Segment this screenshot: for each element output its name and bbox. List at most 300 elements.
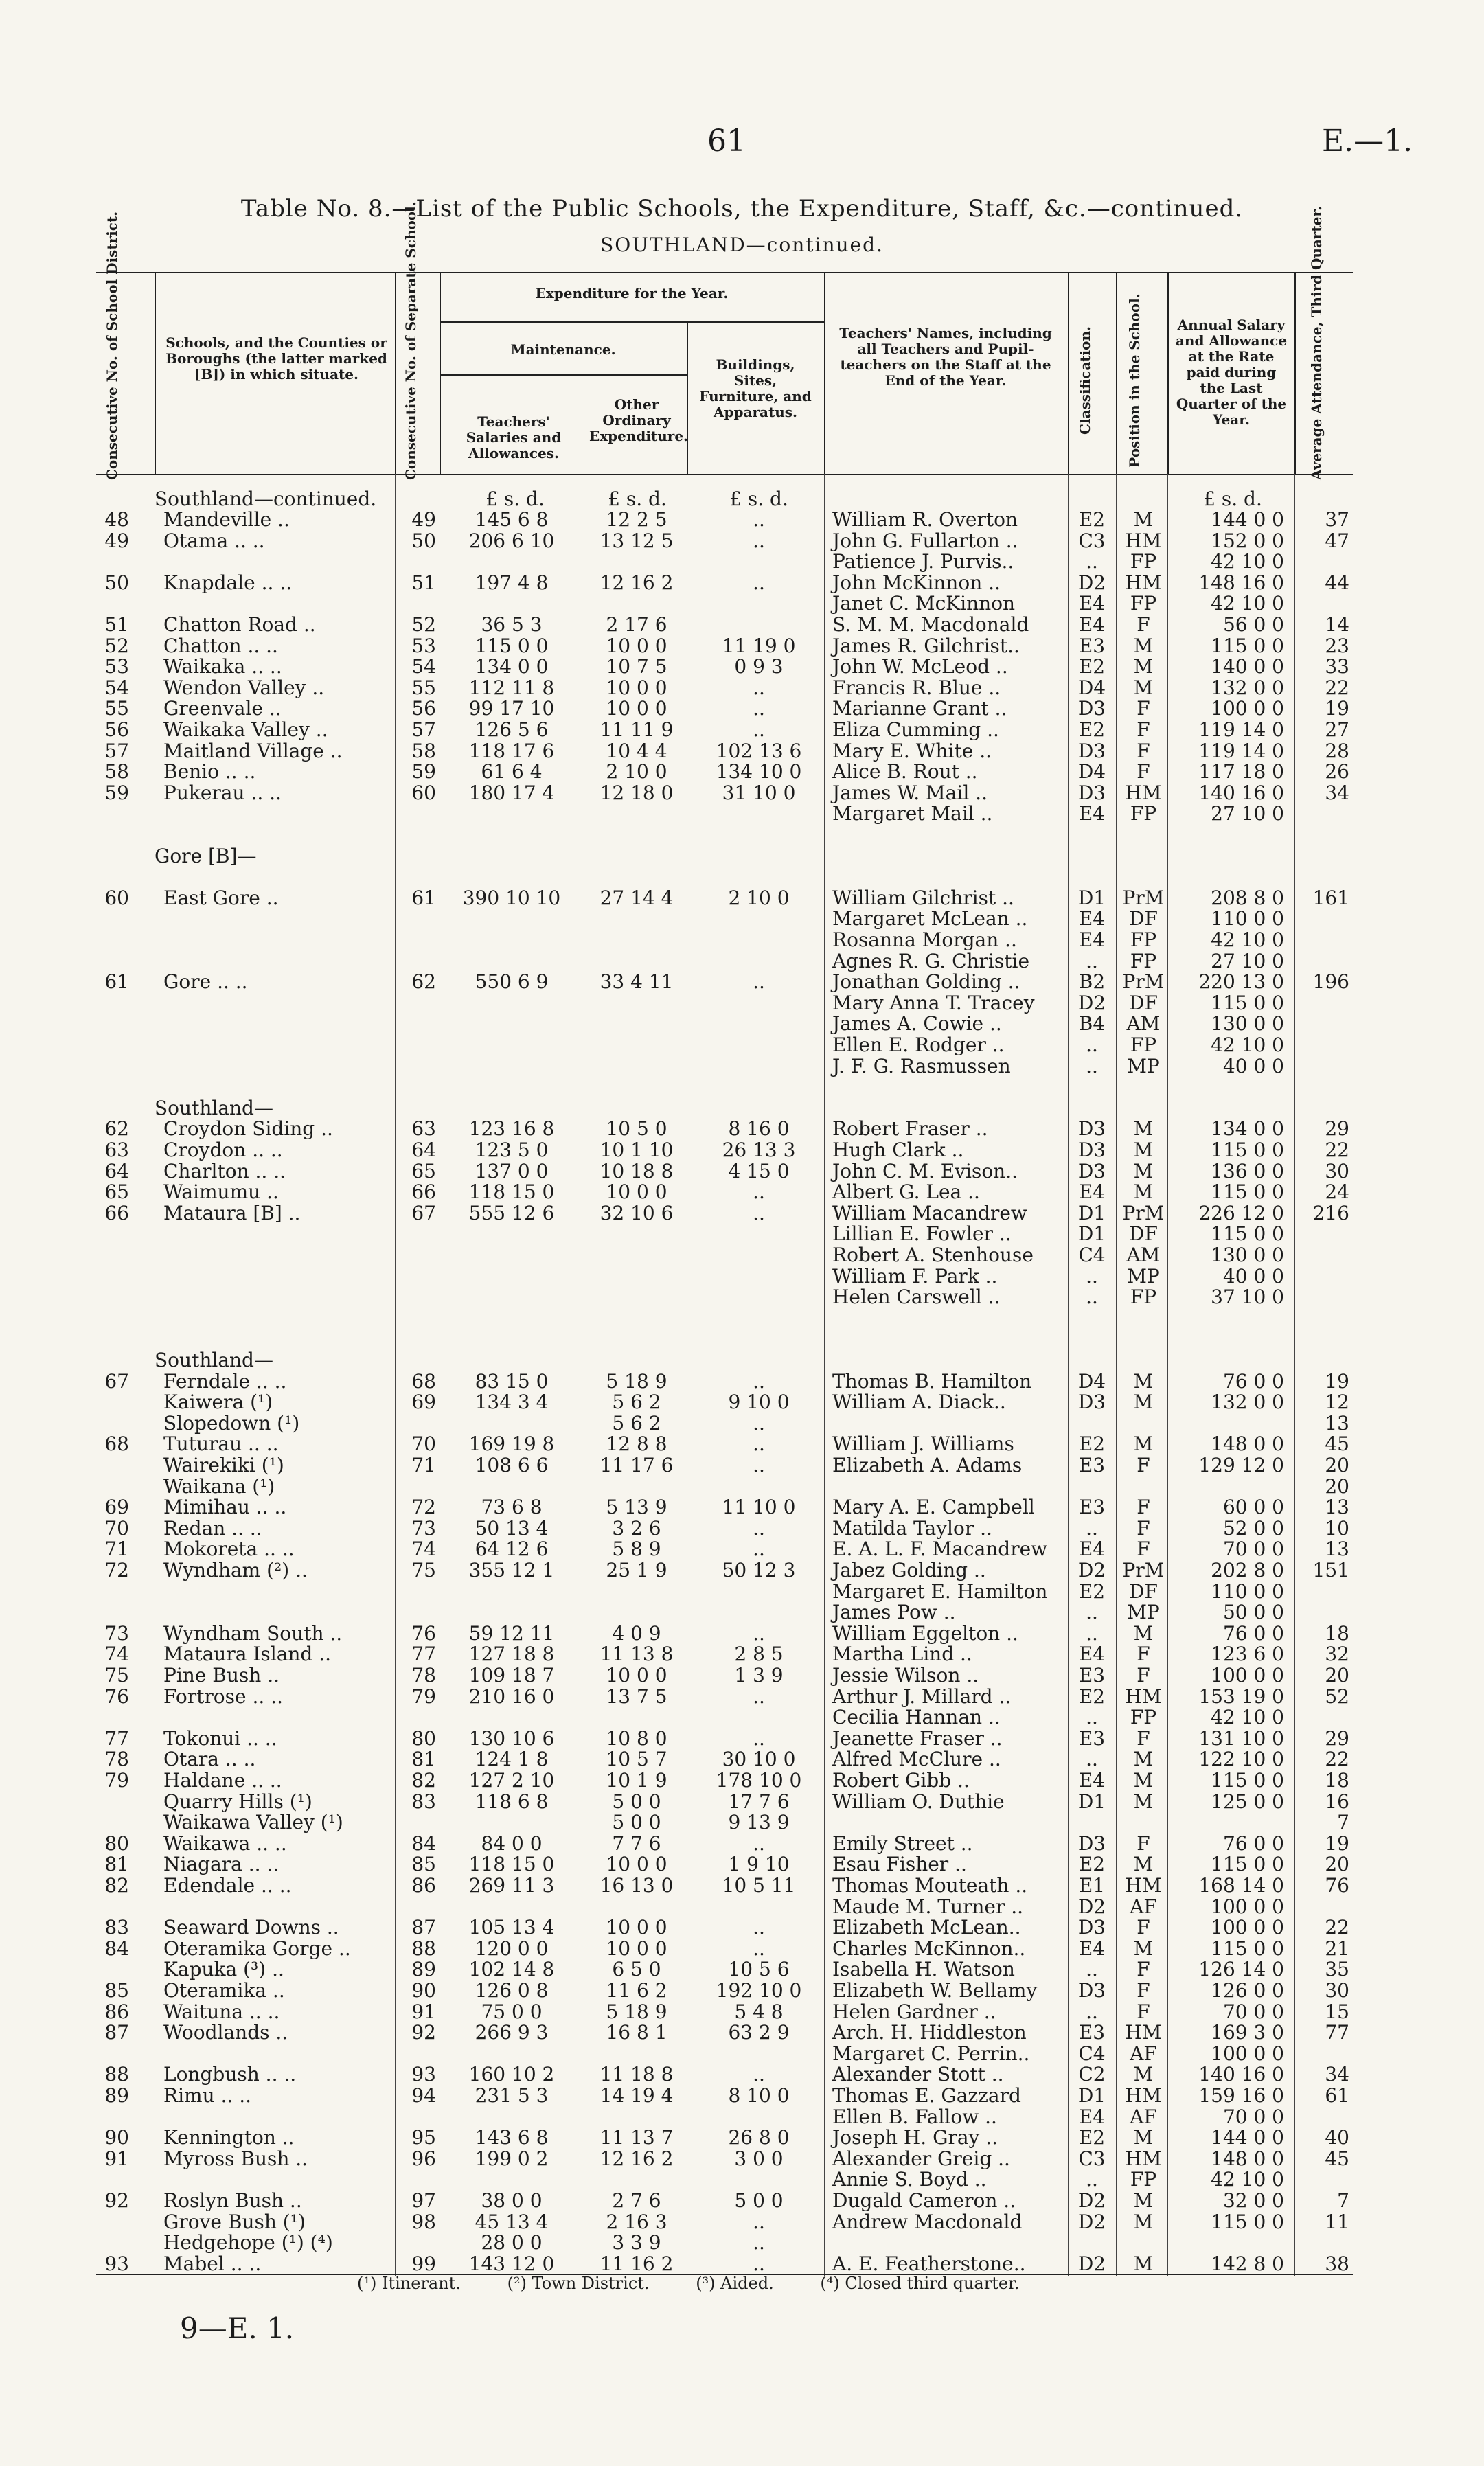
cell: F bbox=[1137, 697, 1150, 720]
cell: 7 bbox=[1337, 1811, 1349, 1834]
cell: Tuturau .. .. bbox=[163, 1432, 279, 1456]
unit-other-expenditure: £ s. d. bbox=[608, 488, 667, 510]
cell: .. bbox=[753, 1201, 765, 1224]
table-row bbox=[0, 888, 1484, 909]
cell: D2 bbox=[1077, 2252, 1106, 2275]
cell: 11 6 2 bbox=[606, 1979, 667, 2002]
cell: 130 10 6 bbox=[468, 1726, 555, 1750]
cell: Mandeville .. bbox=[163, 508, 290, 531]
cell: 140 16 0 bbox=[1198, 781, 1284, 804]
cell: 136 0 0 bbox=[1211, 1159, 1284, 1183]
cell: Lillian E. Fowler .. bbox=[832, 1222, 1012, 1246]
cell: Mary Anna T. Tracey bbox=[832, 991, 1035, 1014]
cell: 42 10 0 bbox=[1211, 592, 1284, 615]
cell: Chatton Road .. bbox=[163, 613, 316, 636]
cell: 226 12 0 bbox=[1198, 1201, 1284, 1224]
cell: 93 bbox=[411, 2063, 436, 2086]
cell: 11 16 2 bbox=[600, 2252, 674, 2275]
table-row bbox=[0, 741, 1484, 762]
cell: 80 bbox=[411, 1726, 436, 1750]
cell: 88 bbox=[104, 2063, 129, 2086]
cell: 51 bbox=[104, 613, 129, 636]
cell: 72 bbox=[411, 1496, 436, 1519]
header-teachers-names: Teachers' Names, including all Teachers and Pupil-teachers on the Staff at the End of the Year. bbox=[839, 325, 1052, 389]
cell: 27 bbox=[1325, 718, 1349, 741]
cell: 89 bbox=[104, 2084, 129, 2107]
cell: 16 13 0 bbox=[600, 1874, 674, 1897]
cell: C4 bbox=[1078, 1244, 1106, 1266]
cell: 13 bbox=[1325, 1496, 1349, 1519]
cell: 13 bbox=[1325, 1411, 1349, 1435]
cell: E4 bbox=[1078, 613, 1106, 636]
col-divider-10 bbox=[1294, 272, 1296, 474]
cell: D1 bbox=[1077, 886, 1106, 909]
cell: 20 bbox=[1325, 1454, 1349, 1476]
table-row bbox=[0, 678, 1484, 698]
cell: Croydon .. .. bbox=[163, 1139, 283, 1161]
cell: PrM bbox=[1122, 970, 1165, 994]
cell: .. bbox=[1086, 1034, 1098, 1056]
cell: F bbox=[1137, 1916, 1150, 1939]
cell: 134 10 0 bbox=[716, 760, 802, 784]
cell: Mary E. White .. bbox=[832, 739, 992, 762]
cell: Otara .. .. bbox=[163, 1748, 256, 1771]
cell: 62 bbox=[411, 970, 436, 994]
cell: F bbox=[1137, 1831, 1150, 1855]
cell: .. bbox=[753, 970, 765, 994]
cell: J. F. G. Rasmussen bbox=[832, 1054, 1011, 1077]
cell: Mataura [B] .. bbox=[163, 1201, 301, 1224]
header-classification: Classification. bbox=[1077, 326, 1093, 435]
cell: 95 bbox=[411, 2126, 436, 2149]
cell: Ferndale .. .. bbox=[163, 1369, 287, 1393]
cell: 10 0 0 bbox=[606, 1664, 667, 1687]
cell: 143 6 8 bbox=[475, 2126, 549, 2149]
cell: 62 bbox=[104, 1117, 129, 1141]
table-row bbox=[0, 1308, 1484, 1329]
header-teachers-salaries: Teachers' Salaries and Allowances. bbox=[466, 413, 562, 461]
table-row bbox=[0, 1831, 1484, 1855]
table-row bbox=[0, 1518, 1484, 1539]
cell: 199 0 2 bbox=[475, 2147, 549, 2170]
cell: Oteramika .. bbox=[163, 1979, 285, 2002]
cell: 82 bbox=[104, 1874, 129, 1897]
cell: 52 bbox=[1325, 1685, 1349, 1708]
cell: William O. Duthie bbox=[832, 1790, 1005, 1813]
cell: 12 18 0 bbox=[600, 781, 674, 804]
header-consecutive-separate: Consecutive No. of Separate School. bbox=[402, 201, 419, 480]
cell: 118 15 0 bbox=[468, 1853, 555, 1876]
cell: 84 0 0 bbox=[481, 1831, 543, 1855]
cell: 159 16 0 bbox=[1198, 2084, 1284, 2107]
cell: 57 bbox=[411, 718, 436, 741]
cell: M bbox=[1133, 1117, 1154, 1141]
cell: 68 bbox=[411, 1369, 436, 1393]
cell: M bbox=[1133, 1769, 1154, 1792]
cell: 210 16 0 bbox=[468, 1685, 555, 1708]
cell: 100 0 0 bbox=[1211, 697, 1284, 720]
cell: 29 bbox=[1325, 1726, 1349, 1750]
cell: 11 bbox=[1325, 2210, 1349, 2233]
table-row bbox=[0, 1854, 1484, 1875]
cell: 115 0 0 bbox=[1211, 1222, 1284, 1246]
cell: 32 0 0 bbox=[1222, 2189, 1284, 2212]
cell: 15 bbox=[1325, 2000, 1349, 2023]
cell: 2 7 6 bbox=[612, 2189, 661, 2212]
cell: D4 bbox=[1077, 676, 1106, 699]
cell: Joseph H. Gray .. bbox=[832, 2126, 998, 2149]
cell: 32 10 6 bbox=[600, 1201, 674, 1224]
cell: C2 bbox=[1078, 2063, 1106, 2086]
cell: .. bbox=[753, 1454, 765, 1476]
cell: 168 14 0 bbox=[1198, 1874, 1284, 1897]
cell: .. bbox=[1086, 2000, 1098, 2023]
footnote-town-district: (²) Town District. bbox=[507, 2274, 650, 2293]
cell: 60 bbox=[411, 781, 436, 804]
cell: 52 bbox=[104, 634, 129, 657]
cell: MP bbox=[1127, 1601, 1160, 1624]
cell: 7 7 6 bbox=[612, 1831, 661, 1855]
cell: 70 bbox=[104, 1516, 129, 1540]
cell: Thomas Mouteath .. bbox=[832, 1874, 1028, 1897]
cell: 208 8 0 bbox=[1211, 886, 1284, 909]
cell: John W. McLeod .. bbox=[832, 655, 1008, 678]
cell: Waikawa Valley (¹) bbox=[163, 1811, 343, 1834]
cell: M bbox=[1133, 1159, 1154, 1183]
cell: F bbox=[1137, 718, 1150, 741]
cell: A. E. Featherstone.. bbox=[832, 2252, 1026, 2275]
cell: 151 bbox=[1312, 1559, 1349, 1582]
cell: 144 0 0 bbox=[1211, 2126, 1284, 2149]
cell: D2 bbox=[1077, 1895, 1106, 1918]
cell: 2 16 3 bbox=[606, 2210, 667, 2233]
footnote-aided: (³) Aided. bbox=[696, 2274, 774, 2293]
maintenance-rule bbox=[440, 374, 687, 376]
cell: Wendon Valley .. bbox=[163, 676, 325, 699]
cell: FP bbox=[1130, 592, 1157, 615]
cell: Rimu .. .. bbox=[163, 2084, 252, 2107]
cell: 266 9 3 bbox=[475, 2021, 549, 2044]
cell: FP bbox=[1130, 2168, 1157, 2191]
cell: 60 0 0 bbox=[1222, 1496, 1284, 1519]
expenditure-rule bbox=[440, 321, 824, 323]
cell: Quarry Hills (¹) bbox=[163, 1790, 312, 1813]
cell: 96 bbox=[411, 2147, 436, 2170]
table-row bbox=[0, 1792, 1484, 1812]
cell: 93 bbox=[104, 2252, 129, 2275]
cell: 83 15 0 bbox=[475, 1369, 549, 1393]
cell: D2 bbox=[1077, 1559, 1106, 1582]
cell: M bbox=[1133, 655, 1154, 678]
cell: .. bbox=[1086, 1958, 1098, 1981]
cell: .. bbox=[753, 1831, 765, 1855]
cell: 65 bbox=[104, 1180, 129, 1204]
cell: Redan .. .. bbox=[163, 1516, 262, 1540]
cell: .. bbox=[753, 1369, 765, 1393]
cell: .. bbox=[1086, 550, 1098, 573]
cell: Matilda Taylor .. bbox=[832, 1516, 992, 1540]
cell: 50 13 4 bbox=[475, 1516, 549, 1540]
cell: 22 bbox=[1325, 676, 1349, 699]
cell: 78 bbox=[411, 1664, 436, 1687]
header-bottom-rule bbox=[96, 474, 1353, 475]
cell: 10 0 0 bbox=[606, 1180, 667, 1204]
table-row bbox=[0, 531, 1484, 551]
cell: Mabel .. .. bbox=[163, 2252, 262, 2275]
cell: .. bbox=[753, 571, 765, 594]
cell: PrM bbox=[1122, 1201, 1165, 1224]
table-row bbox=[0, 846, 1484, 867]
cell: FP bbox=[1130, 1706, 1157, 1729]
cell: 42 10 0 bbox=[1211, 550, 1284, 573]
table-row bbox=[0, 2127, 1484, 2148]
cell: 126 14 0 bbox=[1198, 1958, 1284, 1981]
cell: 143 12 0 bbox=[468, 2252, 555, 2275]
cell: 76 bbox=[411, 1621, 436, 1645]
cell: 5 6 2 bbox=[612, 1411, 661, 1435]
cell: 550 6 9 bbox=[475, 970, 549, 994]
cell: M bbox=[1133, 2210, 1154, 2233]
cell: 73 bbox=[411, 1516, 436, 1540]
table-row bbox=[0, 1434, 1484, 1454]
cell: 47 bbox=[1325, 529, 1349, 552]
table-row bbox=[0, 1665, 1484, 1686]
cell: .. bbox=[753, 2231, 765, 2254]
cell: .. bbox=[753, 1937, 765, 1960]
cell: 90 bbox=[411, 1979, 436, 2002]
cell: PrM bbox=[1122, 886, 1165, 909]
cell: M bbox=[1133, 1621, 1154, 1645]
cell: 49 bbox=[411, 508, 436, 531]
cell: 33 bbox=[1325, 655, 1349, 678]
cell: Haldane .. .. bbox=[163, 1769, 282, 1792]
cell: 12 16 2 bbox=[600, 2147, 674, 2170]
cell: 30 bbox=[1325, 1979, 1349, 2002]
cell: FP bbox=[1130, 1286, 1157, 1309]
cell: 127 2 10 bbox=[468, 1769, 555, 1792]
table-row bbox=[0, 1203, 1484, 1224]
cell: 3 0 0 bbox=[734, 2147, 784, 2170]
cell: 71 bbox=[411, 1454, 436, 1476]
table-row bbox=[0, 1875, 1484, 1896]
cell: 70 0 0 bbox=[1222, 2105, 1284, 2128]
cell: 5 13 9 bbox=[606, 1496, 667, 1519]
cell: D3 bbox=[1077, 697, 1106, 720]
table-row bbox=[0, 2107, 1484, 2127]
table-row bbox=[0, 573, 1484, 593]
cell: Greenvale .. bbox=[163, 697, 282, 720]
section-label: Southland— bbox=[155, 1096, 273, 1119]
cell: D1 bbox=[1077, 1201, 1106, 1224]
cell: Wyndham (²) .. bbox=[163, 1559, 308, 1582]
cell: Oteramika Gorge .. bbox=[163, 1937, 351, 1960]
cell: 0 9 3 bbox=[734, 655, 784, 678]
cell: C3 bbox=[1078, 2147, 1106, 2170]
cell: 2 10 0 bbox=[606, 760, 667, 784]
cell: 10 bbox=[1325, 1516, 1349, 1540]
cell: 61 bbox=[411, 886, 436, 909]
cell: D3 bbox=[1077, 1391, 1106, 1414]
table-row bbox=[0, 636, 1484, 657]
cell: 10 0 0 bbox=[606, 1937, 667, 1960]
cell: D2 bbox=[1077, 991, 1106, 1014]
cell: 19 bbox=[1325, 697, 1349, 720]
cell: 27 10 0 bbox=[1211, 802, 1284, 825]
cell: 18 bbox=[1325, 1769, 1349, 1792]
cell: F bbox=[1137, 1538, 1150, 1561]
cell: 109 18 7 bbox=[468, 1664, 555, 1687]
cell: 5 0 0 bbox=[612, 1811, 661, 1834]
cell: C3 bbox=[1078, 529, 1106, 552]
cell: M bbox=[1133, 1391, 1154, 1414]
cell: 75 0 0 bbox=[481, 2000, 543, 2023]
cell: 102 14 8 bbox=[468, 1958, 555, 1981]
cell: 148 0 0 bbox=[1211, 2147, 1284, 2170]
cell: E. A. L. F. Macandrew bbox=[832, 1538, 1048, 1561]
cell: 98 bbox=[411, 2210, 436, 2233]
cell: E3 bbox=[1078, 634, 1106, 657]
cell: Croydon Siding .. bbox=[163, 1117, 333, 1141]
cell: Rosanna Morgan .. bbox=[832, 928, 1017, 951]
cell: .. bbox=[753, 2252, 765, 2275]
cell: FP bbox=[1130, 928, 1157, 951]
table-row bbox=[0, 1371, 1484, 1392]
cell: DF bbox=[1129, 1222, 1158, 1246]
cell: 87 bbox=[411, 1916, 436, 1939]
cell: 40 0 0 bbox=[1222, 1264, 1284, 1288]
cell: Knapdale .. .. bbox=[163, 571, 293, 594]
cell: D3 bbox=[1077, 1139, 1106, 1161]
cell: 61 bbox=[1325, 2084, 1349, 2107]
col-divider-7 bbox=[1068, 272, 1069, 474]
cell: 83 bbox=[104, 1916, 129, 1939]
cell: 30 10 0 bbox=[722, 1748, 796, 1771]
table-row bbox=[0, 1329, 1484, 1349]
cell: E4 bbox=[1078, 1769, 1106, 1792]
cell: Chatton .. .. bbox=[163, 634, 278, 657]
table-row bbox=[0, 2064, 1484, 2085]
cell: M bbox=[1133, 2189, 1154, 2212]
table-row bbox=[0, 1728, 1484, 1749]
cell: Arch. H. Hiddleston bbox=[832, 2021, 1027, 2044]
cell: .. bbox=[1086, 2168, 1098, 2191]
cell: 48 bbox=[104, 508, 129, 531]
header-schools: Schools, and the Counties or Boroughs (the latter marked [B]) in which situate. bbox=[165, 334, 387, 383]
cell: Isabella H. Watson bbox=[832, 1958, 1015, 1981]
cell: F bbox=[1137, 1454, 1150, 1476]
cell: D4 bbox=[1077, 760, 1106, 784]
cell: .. bbox=[1086, 1264, 1098, 1288]
table-row bbox=[0, 1602, 1484, 1623]
cell: 10 0 0 bbox=[606, 697, 667, 720]
header-consecutive-district: Consecutive No. of School District. bbox=[104, 211, 120, 480]
cell: 53 bbox=[411, 634, 436, 657]
cell: M bbox=[1133, 1369, 1154, 1393]
cell: Mataura Island .. bbox=[163, 1643, 332, 1666]
cell: 115 0 0 bbox=[1211, 991, 1284, 1014]
cell: 42 10 0 bbox=[1211, 928, 1284, 951]
cell: 20 bbox=[1325, 1664, 1349, 1687]
cell: 52 bbox=[411, 613, 436, 636]
table-row bbox=[0, 762, 1484, 782]
cell: E2 bbox=[1078, 1853, 1106, 1876]
cell: .. bbox=[753, 1726, 765, 1750]
cell: E4 bbox=[1078, 802, 1106, 825]
cell: 390 10 10 bbox=[462, 886, 561, 909]
table-row bbox=[0, 1812, 1484, 1833]
cell: M bbox=[1133, 1180, 1154, 1204]
cell: Mokoreta .. .. bbox=[163, 1538, 295, 1561]
cell: 206 6 10 bbox=[468, 529, 555, 552]
cell: 74 bbox=[104, 1643, 129, 1666]
cell: F bbox=[1137, 1643, 1150, 1666]
col-divider-3 bbox=[440, 272, 441, 474]
cell: F bbox=[1137, 1516, 1150, 1540]
cell: 123 5 0 bbox=[475, 1139, 549, 1161]
cell: 66 bbox=[104, 1201, 129, 1224]
cell: Cecilia Hannan .. bbox=[832, 1706, 1001, 1729]
cell: 38 bbox=[1325, 2252, 1349, 2275]
cell: 11 19 0 bbox=[722, 634, 796, 657]
cell: Grove Bush (¹) bbox=[163, 2210, 306, 2233]
cell: E4 bbox=[1078, 928, 1106, 951]
cell: 6 5 0 bbox=[612, 1958, 661, 1981]
cell: Janet C. McKinnon bbox=[832, 592, 1016, 615]
cell: Roslyn Bush .. bbox=[163, 2189, 302, 2212]
cell: 88 bbox=[411, 1937, 436, 1960]
cell: M bbox=[1133, 508, 1154, 531]
cell: Seaward Downs .. bbox=[163, 1916, 339, 1939]
cell: 10 0 0 bbox=[606, 676, 667, 699]
cell: .. bbox=[753, 1432, 765, 1456]
cell: 10 4 4 bbox=[606, 739, 667, 762]
table-row bbox=[0, 2044, 1484, 2064]
cell: M bbox=[1133, 2126, 1154, 2149]
cell: 50 bbox=[104, 571, 129, 594]
cell: 97 bbox=[411, 2189, 436, 2212]
cell: 100 0 0 bbox=[1211, 2042, 1284, 2065]
cell: E2 bbox=[1078, 1685, 1106, 1708]
table-row bbox=[0, 1413, 1484, 1434]
cell: 90 bbox=[104, 2126, 129, 2149]
cell: 132 0 0 bbox=[1211, 676, 1284, 699]
cell: 115 0 0 bbox=[1211, 1937, 1284, 1960]
cell: .. bbox=[753, 2063, 765, 2086]
cell: E2 bbox=[1078, 1579, 1106, 1603]
cell: 2 17 6 bbox=[606, 613, 667, 636]
cell: Edendale .. .. bbox=[163, 1874, 292, 1897]
cell: .. bbox=[1086, 1706, 1098, 1729]
cell: 61 6 4 bbox=[481, 760, 543, 784]
table-row bbox=[0, 2149, 1484, 2169]
table-row bbox=[0, 1959, 1484, 1980]
cell: 50 0 0 bbox=[1222, 1601, 1284, 1624]
table-row bbox=[0, 1770, 1484, 1791]
cell: 127 18 8 bbox=[468, 1643, 555, 1666]
cell: Maitland Village .. bbox=[163, 739, 343, 762]
cell: Waikaka .. .. bbox=[163, 655, 282, 678]
table-row bbox=[0, 1392, 1484, 1413]
cell: 120 0 0 bbox=[475, 1937, 549, 1960]
col-divider-6 bbox=[824, 272, 825, 474]
section-label: Southland— bbox=[155, 1349, 273, 1371]
cell: PrM bbox=[1122, 1559, 1165, 1582]
cell: 8 10 0 bbox=[728, 2084, 790, 2107]
cell: 10 0 0 bbox=[606, 1853, 667, 1876]
cell: Maude M. Turner .. bbox=[832, 1895, 1024, 1918]
table-row bbox=[0, 825, 1484, 845]
table-row bbox=[0, 1917, 1484, 1938]
